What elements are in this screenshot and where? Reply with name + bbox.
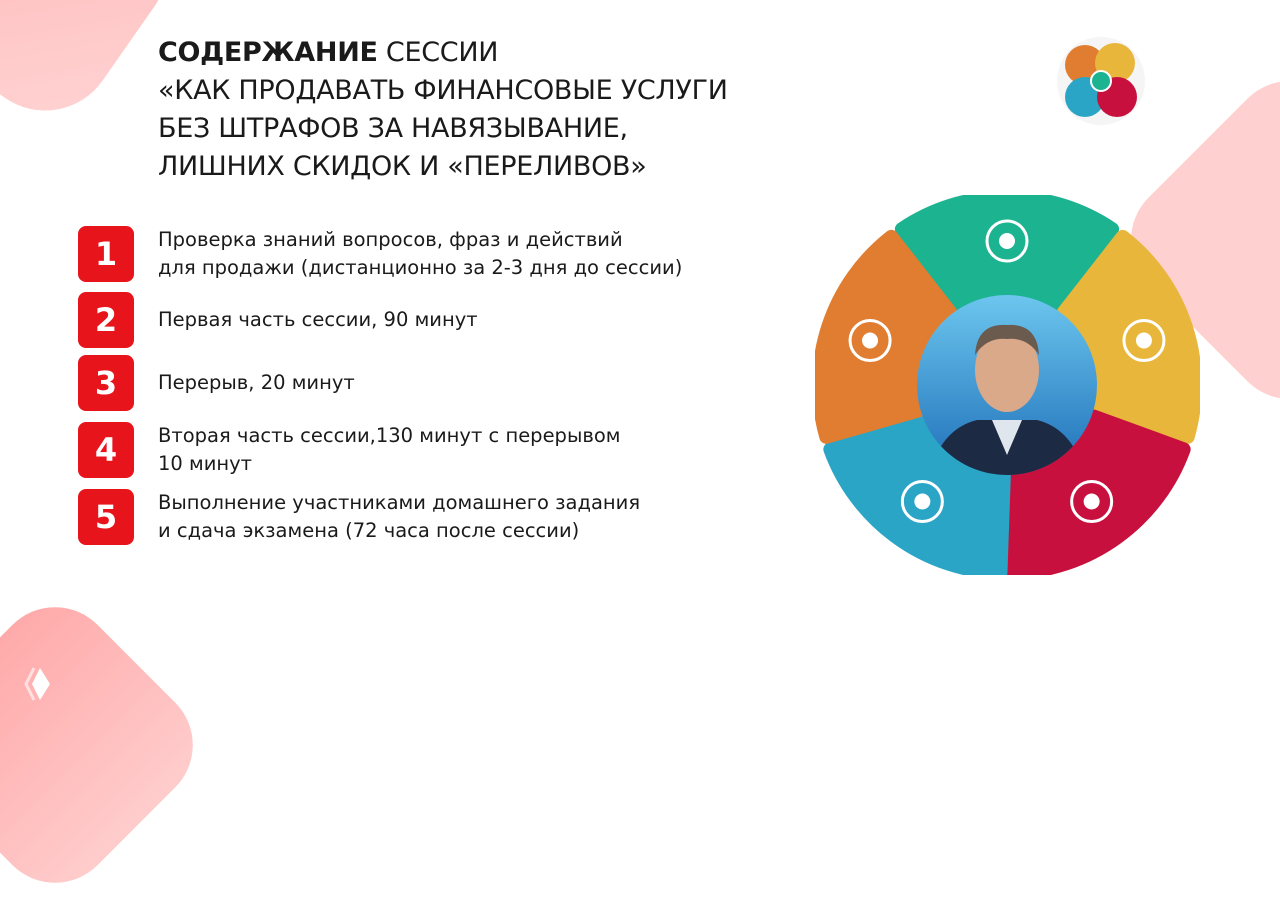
list-item [78, 355, 355, 411]
title-rest: СЕССИИ [377, 37, 499, 68]
brand-logo-icon [22, 664, 58, 704]
step-text: Перерыв, 20 минут [158, 371, 355, 394]
step-number: 3 [78, 355, 134, 411]
step-text: Вторая часть сессии,130 минут с перерывом 10 минут [158, 424, 621, 475]
list-item [78, 292, 478, 348]
step-number: 5 [78, 489, 134, 545]
step-number: 4 [78, 422, 134, 478]
title-line: «КАК ПРОДАВАТЬ ФИНАНСОВЫЕ УСЛУГИ [158, 75, 728, 106]
list-item [78, 422, 620, 478]
list-item [78, 489, 640, 545]
title-line: БЕЗ ШТРАФОВ ЗА НАВЯЗЫВАНИЕ, [158, 113, 628, 144]
step-number: 2 [78, 292, 134, 348]
title-line: ЛИШНИХ СКИДОК И «ПЕРЕЛИВОВ» [158, 151, 647, 182]
cycle-diagram [815, 195, 1200, 575]
gears-logo-icon [1055, 35, 1147, 127]
list-item [78, 226, 682, 282]
step-text: Первая часть сессии, 90 минут [158, 308, 478, 331]
decor-shape [0, 582, 218, 907]
page-title [158, 34, 728, 186]
step-number: 1 [78, 226, 134, 282]
step-text: Проверка знаний вопросов, фраз и действий для продажи (дистанционно за 2-3 дня до сессии) [158, 228, 683, 279]
step-text: Выполнение участниками домашнего задания и сдача экзамена (72 часа после сессии) [158, 491, 641, 542]
title-bold: СОДЕРЖАНИЕ [158, 37, 378, 68]
